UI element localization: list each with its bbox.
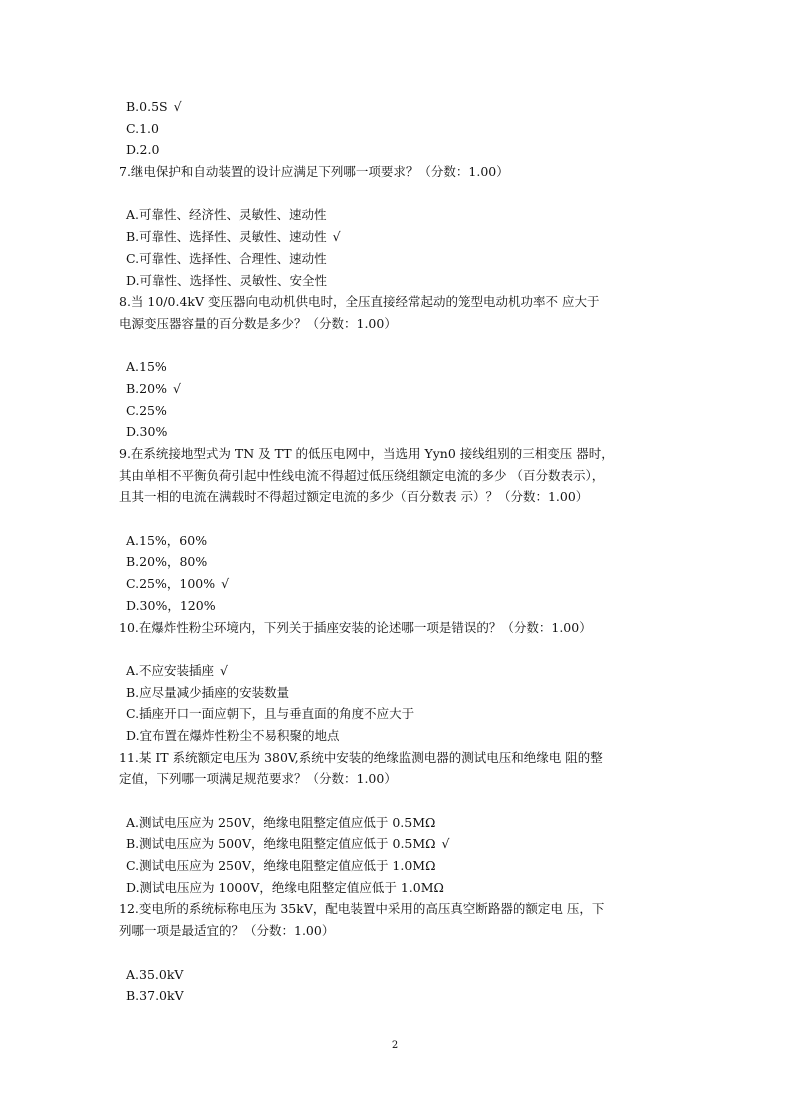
question — [119, 291, 679, 443]
answer-option-text: D.30% — [126, 424, 168, 440]
answer-option — [119, 964, 679, 986]
answer-option-text: C.25%，100% — [126, 576, 216, 592]
question-text: 9.在系统接地型式为 TN 及 TT 的低压电网中，当选用 Yyn0 接线组别的三相变压 器时， — [119, 446, 614, 461]
question — [119, 747, 679, 899]
answer-option-text: A.可靠性、经济性、灵敏性、速动性 — [126, 207, 327, 223]
answer-option — [119, 378, 679, 400]
checkmark-icon: √ — [173, 99, 182, 114]
question-text: 12.变电所的系统标称电压为 35kV，配电装置中采用的高压真空断路器的额定电 压，下 — [119, 901, 605, 917]
question-text: 8.当 10/0.4kV 变压器向电动机供电时，全压直接经常起动的笼型电动机功率不 应大于 — [119, 294, 600, 310]
answer-option-text: D.宜布置在爆炸性粉尘不易积聚的地点 — [126, 727, 340, 743]
spacer — [119, 942, 679, 964]
answer-option-text: B.0.5S — [126, 99, 168, 114]
checkmark-icon: √ — [220, 662, 228, 678]
answer-option — [119, 812, 679, 834]
answer-option — [119, 725, 679, 747]
answer-option — [119, 833, 679, 855]
question-text: 7.继电保护和自动装置的设计应满足下列哪一项要求？（分数：1.00） — [119, 164, 509, 180]
answer-option — [119, 877, 679, 899]
answer-option — [119, 96, 679, 118]
answer-option-text: B.20% — [126, 380, 167, 396]
answer-option-text: A.测试电压应为 250V，绝缘电阻整定值应低于 0.5MΩ — [126, 814, 436, 830]
checkmark-icon: √ — [172, 380, 181, 396]
answer-option-text: A.15% — [126, 359, 167, 375]
question — [119, 161, 679, 291]
question-text: 10.在爆炸性粉尘环境内，下列关于插座安装的论述哪一项是错误的？（分数：1.00） — [119, 619, 592, 635]
page-number: 2 — [391, 1040, 399, 1051]
answer-option — [119, 855, 679, 877]
answer-option — [119, 139, 679, 161]
answer-option-text: B.测试电压应为 500V，绝缘电阻整定值应低于 0.5MΩ — [126, 836, 436, 852]
spacer — [119, 638, 679, 660]
spacer — [119, 183, 679, 205]
answer-option-text: C.插座开口一面应朝下，且与垂直面的角度不应大于 — [126, 706, 415, 722]
answer-option — [119, 530, 679, 552]
answer-option-text: B.37.0kV — [126, 988, 184, 1004]
answer-option-text: A.15%，60% — [126, 532, 208, 548]
answer-option-text: C.测试电压应为 250V，绝缘电阻整定值应低于 1.0MΩ — [126, 858, 436, 874]
checkmark-icon: √ — [332, 229, 341, 245]
answer-option — [119, 226, 679, 248]
question-text: 定值，下列哪一项满足规范要求？（分数：1.00） — [119, 771, 397, 787]
question-text: 电源变压器容量的百分数是多少？（分数：1.00） — [119, 315, 397, 331]
answer-option — [119, 985, 679, 1007]
answer-option-text: D.测试电压应为 1000V，绝缘电阻整定值应低于 1.0MΩ — [126, 879, 444, 895]
question — [119, 443, 679, 617]
answer-option — [119, 270, 679, 292]
answer-option-text: A.不应安装插座 — [126, 662, 215, 678]
answer-option — [119, 703, 679, 725]
answer-option — [119, 248, 679, 270]
answer-option-text: C.可靠性、选择性、合理性、速动性 — [126, 250, 327, 266]
spacer — [119, 508, 679, 530]
answer-option-text: A.35.0kV — [126, 966, 184, 982]
answer-option — [119, 356, 679, 378]
question-text: 且其一相的电流在满载时不得超过额定电流的多少（百分数表 示）？（分数：1.00） — [119, 489, 589, 505]
answer-option — [119, 573, 679, 595]
answer-option — [119, 595, 679, 617]
question-text: 其由单相不平衡负荷引起中性线电流不得超过低压绕组额定电流的多少 （百分数表示）， — [119, 467, 605, 483]
answer-option — [119, 400, 679, 422]
answer-option — [119, 660, 679, 682]
answer-option-text: B.20%，80% — [126, 554, 208, 570]
question — [119, 617, 679, 747]
question — [119, 898, 679, 1006]
answer-option-text: D.2.0 — [126, 142, 160, 158]
question-list — [119, 96, 679, 1007]
question-text: 列哪一项是最适宜的？（分数：1.00） — [119, 923, 335, 939]
spacer — [119, 790, 679, 812]
answer-option-text: B.可靠性、选择性、灵敏性、速动性 — [126, 229, 327, 245]
answer-option — [119, 118, 679, 140]
checkmark-icon: √ — [441, 836, 450, 852]
answer-option — [119, 682, 679, 704]
question-text: 11.某 IT 系统额定电压为 380V,系统中安装的绝缘监测电器的测试电压和绝缘电 阻的整 — [119, 749, 603, 765]
spacer — [119, 335, 679, 357]
checkmark-icon: √ — [221, 576, 230, 592]
answer-option — [119, 204, 679, 226]
answer-option — [119, 421, 679, 443]
answer-option-text: C.25% — [126, 402, 167, 418]
answer-option — [119, 551, 679, 573]
answer-option-text: C.1.0 — [126, 120, 159, 136]
answer-option-text: D.30%，120% — [126, 597, 216, 613]
answer-option-text: B.应尽量减少插座的安装数量 — [126, 684, 290, 700]
answer-option-text: D.可靠性、选择性、灵敏性、安全性 — [126, 272, 328, 288]
